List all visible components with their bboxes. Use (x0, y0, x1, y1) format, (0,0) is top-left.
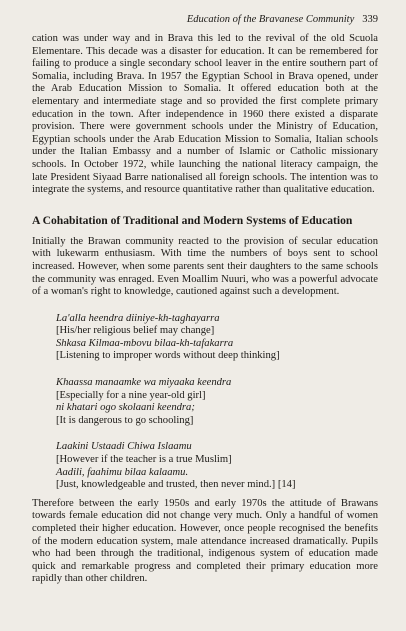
running-head (32, 14, 378, 25)
verse-3 (56, 441, 378, 491)
page-number: 339 (362, 14, 378, 25)
verse-line: ni khatari ogo skolaani keendra; (56, 402, 195, 414)
verse-translation: [It is dangerous to go schooling] (56, 414, 194, 426)
verse-translation: [Listening to improper words without deep thinking] (56, 350, 280, 362)
paragraph-3: Therefore between the early 1950s and early 1970s the attitude of Brawans towards female education did not change very much. Only a handful of women completed their higher education. However, once people recognised the benefits of the modern education system, male attendance increased dramatically. Pupils who had been through the traditional, indigenous system of education made quick and remarkable progress and completed their primary education more rapidly than other children. (32, 497, 378, 585)
paragraph-2: Initially the Brawan community reacted to the provision of secular education with lukewarm enthusiasm. With time the numbers of boys sent to school increased. However, when some parents sent their daughters to the same schools the community was enraged. Even Moallim Nuuri, who was a powerful advocate of a woman's right to knowledge, cautioned against such a development. (32, 235, 378, 298)
verse-translation: [Just, knowledgeable and trusted, then never mind.] [14] (56, 479, 296, 491)
verse-line: Shkasa Kilmaa-mbovu bilaa-kh-tafakarra (56, 337, 234, 349)
section-heading: A Cohabitation of Traditional and Modern Systems of Education (32, 213, 353, 227)
running-title: Education of the Bravanese Community (186, 14, 355, 25)
verse-translation: [However if the teacher is a true Muslim] (56, 454, 232, 466)
paragraph-1: cation was under way and in Brava this led to the revival of the old Scuola Elementare. This decade was a disaster for education. It can be remembered for failing to produce a single secondary school leaver in the entire southern part of Somalia, including Brava. In 1957 the Egyptian School in Brava opened, under the Arab Education Mission to Somalia. It offered education both at the elementary and intermediate stage and so provided the first complete primary education in the town. After independence in 1960 there existed a disparate provision. There were government schools under the Ministry of Education, Egyptian schools under the Arab Education Mission to Somalia, Italian schools under the Italian Embassy and a number of Islamic or Catholic missionary schools. In October 1972, while launching the national literacy campaign, the late President Siyaad Barre nationalised all foreign schools. The intention was to integrate the systems, and resource quantitative rather than qualitative education. (32, 33, 378, 196)
verse-line: Khaassa manaamke wa miyaaka keendra (56, 377, 232, 389)
verse-translation: [His/her religious belief may change] (56, 325, 215, 337)
verse-line: Aadili, faahimu bilaa kalaamu. (56, 466, 189, 478)
verse-line: Laakini Ustaadi Chiwa Islaamu (56, 441, 192, 453)
verse-1 (56, 313, 378, 363)
verse-line: La'alla heendra diiniye-kh-taghayarra (56, 312, 220, 324)
verse-2 (56, 377, 378, 427)
verse-translation: [Especially for a nine year-old girl] (56, 389, 206, 401)
